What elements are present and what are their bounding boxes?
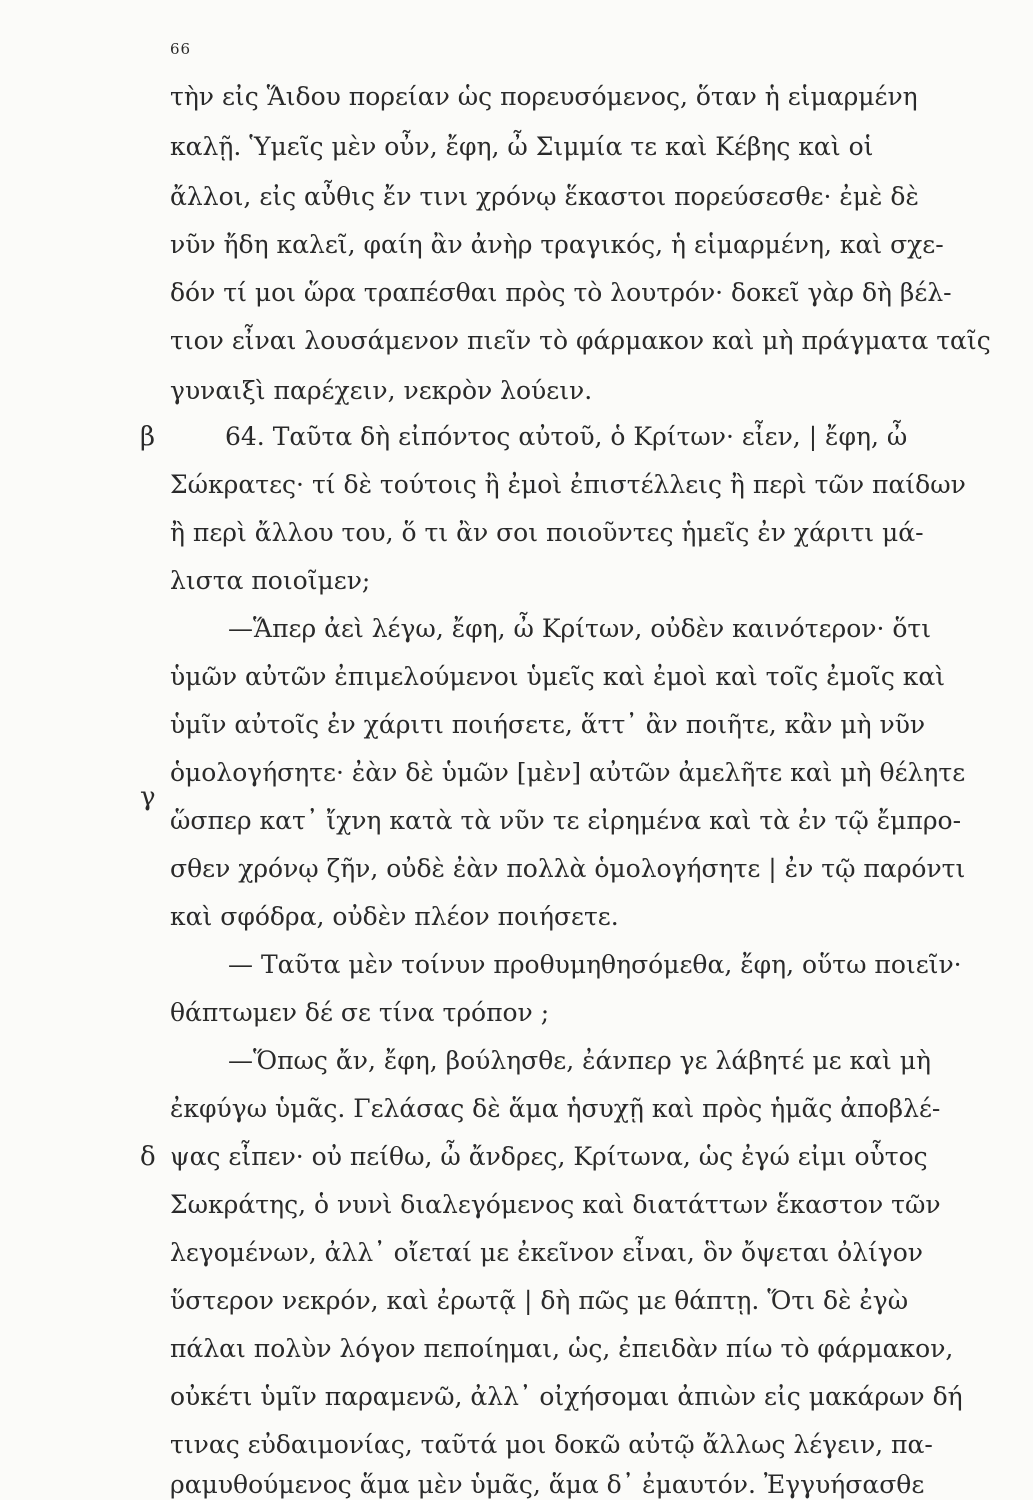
text-line: ὁμολογήσητε· ἐὰν δὲ ὑμῶν [μὲν] αὐτῶν ἀμελῆτε καὶ μὴ θέλητε: [170, 758, 966, 787]
text-line: ψας εἶπεν· οὐ πείθω, ὦ ἄνδρες, Κρίτωνα, ὡς ἐγώ εἰμι οὗτος: [170, 1142, 928, 1171]
text-line: ὥσπερ κατ᾽ ἴχνη κατὰ τὰ νῦν τε εἰρημένα καὶ τὰ ἐν τῷ ἔμπρο-: [170, 806, 962, 835]
page-number: 66: [170, 40, 192, 58]
text-line: τιον εἶναι λουσάμενον πιεῖν τὸ φάρμακον καὶ μὴ πράγματα ταῖς: [170, 326, 991, 355]
text-line: ὑμῶν αὐτῶν ἐπιμελούμενοι ὑμεῖς καὶ ἐμοὶ καὶ τοῖς ἐμοῖς καὶ: [170, 662, 946, 691]
text-line: ἐκφύγω ὑμᾶς. Γελάσας δὲ ἅμα ἡσυχῇ καὶ πρὸς ἡμᾶς ἀποβλέ-: [170, 1094, 941, 1123]
text-line: πάλαι πολὺν λόγον πεποίημαι, ὡς, ἐπειδὰν πίω τὸ φάρμακον,: [170, 1334, 954, 1363]
margin-mark-delta: δ: [140, 1142, 156, 1172]
text-line: καὶ σφόδρα, οὐδὲν πλέον ποιήσετε.: [170, 902, 619, 931]
text-line: οὐκέτι ὑμῖν παραμενῶ, ἀλλ᾽ οἰχήσομαι ἀπιὼν εἰς μακάρων δή: [170, 1382, 963, 1411]
text-line: σθεν χρόνῳ ζῆν, οὐδὲ ἐὰν πολλὰ ὁμολογήσητε | ἐν τῷ παρόντι: [170, 854, 966, 883]
text-line: θάπτωμεν δέ σε τίνα τρόπον ;: [170, 998, 550, 1027]
text-line: Σωκράτης, ὁ νυνὶ διαλεγόμενος καὶ διατάττων ἕκαστον τῶν: [170, 1190, 941, 1219]
text-line: —Ὅπως ἄν, ἔφη, βούλησθε, ἐάνπερ γε λάβητέ με καὶ μὴ: [228, 1046, 931, 1075]
margin-mark-beta: β: [140, 422, 156, 452]
text-line: νῦν ἤδη καλεῖ, φαίη ἂν ἀνὴρ τραγικός, ἡ εἱμαρμένη, καὶ σχε-: [170, 230, 944, 259]
text-line: γυναιξὶ παρέχειν, νεκρὸν λούειν.: [170, 376, 593, 405]
text-line: τινας εὐδαιμονίας, ταῦτά μοι δοκῶ αὐτῷ ἄλλως λέγειν, πα-: [170, 1430, 933, 1459]
margin-mark-gamma: γ: [140, 782, 156, 812]
text-line: ἄλλοι, εἰς αὖθις ἔν τινι χρόνῳ ἕκαστοι πορεύσεσθε· ἐμὲ δὲ: [170, 182, 919, 211]
text-line: λεγομένων, ἀλλ᾽ οἴεταί με ἐκεῖνον εἶναι, ὃν ὄψεται ὀλίγον: [170, 1238, 923, 1267]
text-line: ὑμῖν αὐτοῖς ἐν χάριτι ποιήσετε, ἅττ᾽ ἂν ποιῆτε, κἂν μὴ νῦν: [170, 710, 926, 739]
text-line: τὴν εἰς Ἅιδου πορείαν ὡς πορευσόμενος, ὅταν ἡ εἱμαρμένη: [170, 82, 918, 111]
text-line: —Ἅπερ ἀεὶ λέγω, ἔφη, ὦ Κρίτων, οὐδὲν καινότερον· ὅτι: [228, 614, 932, 643]
text-line: 64. Ταῦτα δὴ εἰπόντος αὐτοῦ, ὁ Κρίτων· εἶεν, | ἔφη, ὦ: [225, 422, 908, 451]
text-line: λιστα ποιοῖμεν;: [170, 566, 371, 595]
text-line: ἢ περὶ ἄλλου του, ὅ τι ἂν σοι ποιοῦντες ἡμεῖς ἐν χάριτι μά-: [170, 518, 924, 547]
text-line: ραμυθούμενος ἅμα μὲν ὑμᾶς, ἅμα δ᾽ ἐμαυτόν. Ἐγγυήσασθε: [170, 1470, 925, 1499]
text-line: καλῇ. Ὑμεῖς μὲν οὖν, ἔφη, ὦ Σιμμία τε καὶ Κέβης καὶ οἱ: [170, 132, 874, 161]
text-line: δόν τί μοι ὥρα τραπέσθαι πρὸς τὸ λουτρόν· δοκεῖ γὰρ δὴ βέλ-: [170, 278, 952, 307]
text-line: Σώκρατες· τί δὲ τούτοις ἢ ἐμοὶ ἐπιστέλλεις ἢ περὶ τῶν παίδων: [170, 470, 966, 499]
text-line: — Ταῦτα μὲν τοίνυν προθυμηθησόμεθα, ἔφη, οὕτω ποιεῖν·: [228, 950, 962, 979]
text-line: ὕστερον νεκρόν, καὶ ἐρωτᾷ | δὴ πῶς με θάπτῃ. Ὅτι δὲ ἐγὼ: [170, 1286, 909, 1315]
